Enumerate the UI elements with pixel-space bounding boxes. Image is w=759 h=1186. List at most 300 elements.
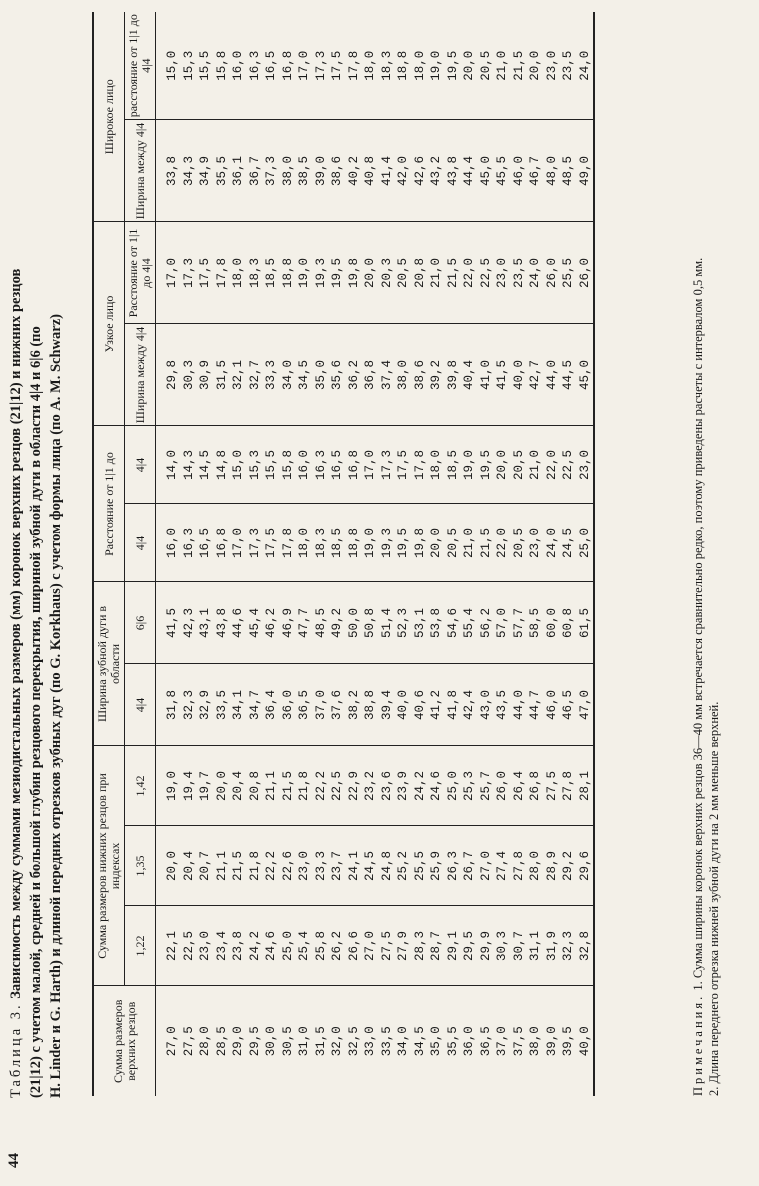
table-cell: 16,0	[231, 50, 245, 81]
header-wide-width: Ширина между 4|4	[125, 120, 156, 222]
table-cell: 21,1	[214, 826, 231, 906]
table-cell: 16,3	[181, 504, 198, 582]
table-row	[560, 12, 577, 1096]
table-cell: 40,0	[577, 986, 595, 1096]
note-2: 2. Длина переднего отрезка нижней зубной дуги на 2 мм меньше верхней.	[707, 701, 721, 1096]
table-cell: 30,5	[280, 986, 297, 1096]
table-cell: 22,9	[346, 746, 363, 826]
table-cell: 18,0	[412, 50, 427, 81]
table-cell: 43,1	[197, 582, 214, 664]
table-row	[197, 12, 214, 1096]
table-cell: 55,4	[461, 582, 478, 664]
notes	[690, 12, 722, 1096]
table-cell: 36,5	[296, 664, 313, 746]
table-cell: 52,3	[395, 582, 412, 664]
header-narrow-distance: Расстояние от 1|1 до 4|4	[125, 222, 156, 324]
table-cell: 22,1	[156, 906, 181, 986]
table-cell: 31,1	[527, 906, 544, 986]
table-cell: 16,3	[247, 50, 262, 81]
table-cell: 28,3	[412, 906, 429, 986]
table-cell: 46,9	[280, 582, 297, 664]
table-cell: 58,5	[527, 582, 544, 664]
table-cell: 17,0	[156, 222, 181, 324]
table-cell: 19,0	[296, 222, 313, 324]
header-distance-group: Расстояние от 1|1 до	[93, 426, 125, 582]
table-cell: 21,5	[230, 826, 247, 906]
table-cell: 16,8	[280, 50, 295, 81]
table-cell: 20,5	[445, 504, 462, 582]
table-cell: 31,5	[214, 324, 231, 426]
table-cell: 24,0	[544, 504, 561, 582]
table-cell: 23,0	[544, 50, 559, 81]
table-cell: 17,5	[263, 504, 280, 582]
table-cell: 25,3	[461, 746, 478, 826]
table-row	[428, 12, 445, 1096]
table-cell: 25,5	[412, 826, 429, 906]
table-cell: 24,2	[412, 746, 429, 826]
table-cell: 34,3	[181, 120, 198, 222]
table-cell: 42,6	[412, 120, 429, 222]
table-cell: 18,8	[280, 222, 297, 324]
table-cell: 29,5	[247, 986, 264, 1096]
table-cell: 22,5	[560, 426, 577, 504]
table-cell: 15,5	[263, 426, 280, 504]
table-cell: 61,5	[577, 582, 595, 664]
table-cell: 19,0	[429, 50, 443, 81]
table-cell: 39,5	[560, 986, 577, 1096]
table-cell: 22,5	[329, 746, 346, 826]
table-cell: 16,8	[346, 426, 363, 504]
table-cell: 39,2	[428, 324, 445, 426]
table-cell: 22,5	[181, 906, 198, 986]
table-cell: 17,0	[230, 504, 247, 582]
table-cell: 40,8	[362, 120, 379, 222]
table-cell: 28,0	[527, 826, 544, 906]
table-cell: 16,8	[214, 504, 231, 582]
table-cell: 20,5	[478, 50, 493, 81]
table-cell: 44,5	[560, 324, 577, 426]
table-cell: 27,5	[544, 746, 561, 826]
table-cell: 29,8	[156, 324, 181, 426]
table-cell: 25,9	[428, 826, 445, 906]
table-cell: 16,3	[313, 426, 330, 504]
table-cell: 31,5	[313, 986, 330, 1096]
title-line-1	[6, 8, 26, 1098]
table-cell: 22,0	[461, 222, 478, 324]
table-cell: 21,5	[280, 746, 297, 826]
table-cell: 36,4	[263, 664, 280, 746]
table-cell: 15,0	[230, 426, 247, 504]
table-cell: 43,8	[214, 582, 231, 664]
table-cell: 26,0	[544, 222, 561, 324]
table-cell: 23,2	[362, 746, 379, 826]
table-cell: 18,5	[329, 504, 346, 582]
note-1: 1. Сумма ширины коронок верхних резцов 36—40 мм встречается сравнительно редко, поэтому приведены расчеты с интервалом 0,5 мм.	[691, 257, 705, 991]
table-cell: 29,9	[478, 906, 495, 986]
table-cell: 18,8	[396, 50, 410, 81]
table-cell: 28,5	[214, 986, 231, 1096]
table-cell: 18,3	[247, 222, 264, 324]
table-cell: 37,6	[329, 664, 346, 746]
header-wide-face: Широкое лицо	[93, 12, 125, 222]
table-cell: 17,0	[297, 50, 311, 81]
table-cell: 29,0	[230, 986, 247, 1096]
table-cell: 31,8	[156, 664, 181, 746]
table-cell: 24,6	[263, 906, 280, 986]
table-cell: 57,0	[494, 582, 511, 664]
table-cell: 29,1	[445, 906, 462, 986]
table-cell: 39,8	[445, 324, 462, 426]
table-cell: 20,8	[247, 746, 264, 826]
table-cell: 36,0	[280, 664, 297, 746]
table-cell: 38,2	[346, 664, 363, 746]
table-cell: 40,0	[395, 664, 412, 746]
table-cell: 43,0	[478, 664, 495, 746]
table-cell: 16,0	[296, 426, 313, 504]
table-cell: 48,0	[544, 120, 561, 222]
table-cell: 44,7	[527, 664, 544, 746]
table-cell: 19,4	[181, 746, 198, 826]
table-cell: 20,3	[379, 222, 396, 324]
table-cell: 21,5	[511, 50, 526, 81]
table-cell: 18,5	[445, 426, 462, 504]
table-cell: 18,0	[230, 222, 247, 324]
table-cell: 43,2	[428, 120, 445, 222]
table-cell: 18,8	[346, 504, 363, 582]
table-cell: 23,0	[527, 504, 544, 582]
table-cell: 39,0	[544, 986, 561, 1096]
table-cell: 25,5	[560, 222, 577, 324]
table-cell: 46,2	[263, 582, 280, 664]
table-cell: 32,9	[197, 664, 214, 746]
table-cell: 25,0	[445, 746, 462, 826]
table-cell: 19,5	[478, 426, 495, 504]
table-cell: 35,5	[445, 986, 462, 1096]
table-cell: 37,4	[379, 324, 396, 426]
table-cell: 45,4	[247, 582, 264, 664]
table-cell: 54,6	[445, 582, 462, 664]
table-cell: 27,8	[511, 826, 528, 906]
table-cell: 23,7	[329, 826, 346, 906]
table-cell: 34,0	[395, 986, 412, 1096]
table-cell: 25,0	[577, 504, 595, 582]
table-cell: 36,1	[230, 120, 247, 222]
table-cell: 26,8	[527, 746, 544, 826]
table-cell: 29,6	[577, 826, 595, 906]
table-cell: 42,7	[527, 324, 544, 426]
table-cell: 49,0	[577, 120, 595, 222]
table-cell: 21,0	[495, 50, 509, 81]
table-cell: 28,1	[577, 746, 595, 826]
table-row	[156, 12, 181, 1096]
table-cell: 43,5	[494, 664, 511, 746]
table-cell: 33,5	[214, 664, 231, 746]
table-cell: 20,0	[156, 826, 181, 906]
table-cell: 47,7	[296, 582, 313, 664]
table-cell: 44,6	[230, 582, 247, 664]
header-width-66: 6|6	[125, 582, 156, 664]
table-cell: 20,0	[214, 746, 231, 826]
table-cell: 46,7	[527, 120, 544, 222]
table-cell: 33,8	[156, 120, 181, 222]
table-cell: 34,5	[412, 986, 429, 1096]
table-cell: 60,8	[560, 582, 577, 664]
table-cell: 18,0	[363, 50, 377, 81]
table-cell: 34,9	[197, 120, 214, 222]
header-lower-sum-group: Сумма размеров нижних резцов при индексах	[93, 746, 125, 986]
table-cell: 25,2	[395, 826, 412, 906]
table-cell: 24,5	[362, 826, 379, 906]
table-cell: 40,0	[511, 324, 528, 426]
table-cell: 39,4	[379, 664, 396, 746]
table-row	[346, 12, 363, 1096]
table-title	[6, 8, 66, 1098]
table-cell: 38,5	[296, 120, 313, 222]
table-cell: 56,2	[478, 582, 495, 664]
table-cell: 35,5	[214, 120, 231, 222]
table-cell: 20,0	[428, 504, 445, 582]
table-cell: 38,6	[329, 120, 346, 222]
table-cell: 17,5	[395, 426, 412, 504]
table-cell: 27,4	[494, 826, 511, 906]
table-cell: 15,5	[198, 50, 212, 81]
table-cell: 37,0	[313, 664, 330, 746]
notes-lead: Примечания.	[691, 993, 705, 1096]
table-row	[478, 12, 495, 1096]
table-cell: 17,8	[280, 504, 297, 582]
table-row	[445, 12, 462, 1096]
table-cell: 19,0	[362, 504, 379, 582]
table-cell: 40,6	[412, 664, 429, 746]
table-cell: 17,3	[379, 426, 396, 504]
table-cell: 25,0	[280, 906, 297, 986]
table-cell: 21,8	[296, 746, 313, 826]
table-cell: 41,8	[445, 664, 462, 746]
table-cell: 20,5	[511, 426, 528, 504]
table-cell: 24,0	[527, 222, 544, 324]
table-cell: 14,3	[181, 426, 198, 504]
table-cell: 45,5	[494, 120, 511, 222]
table-cell: 18,0	[296, 504, 313, 582]
note-1-line	[690, 12, 706, 1096]
table-cell: 36,7	[247, 120, 264, 222]
table-cell: 31,0	[296, 986, 313, 1096]
table-cell: 46,0	[511, 120, 528, 222]
table-cell: 44,0	[544, 324, 561, 426]
table-cell: 37,0	[494, 986, 511, 1096]
table-row	[313, 12, 330, 1096]
table-cell: 31,9	[544, 906, 561, 986]
table-cell: 25,8	[313, 906, 330, 986]
table-cell: 21,0	[428, 222, 445, 324]
table-cell: 60,0	[544, 582, 561, 664]
table-cell: 43,8	[445, 120, 462, 222]
table-cell: 19,8	[346, 222, 363, 324]
table-cell: 23,0	[577, 426, 595, 504]
table-row	[412, 12, 429, 1096]
title-text-1: Зависимость между суммами мезиодистальных размеров (мм) коронок верхних резцов (21|12) и нижних резцов	[8, 268, 24, 999]
table-cell: 32,1	[230, 324, 247, 426]
table-cell: 19,5	[329, 222, 346, 324]
table-cell: 28,0	[197, 986, 214, 1096]
table-cell: 32,5	[346, 986, 363, 1096]
table-row	[214, 12, 231, 1096]
table-cell: 47,0	[577, 664, 595, 746]
title-lead: Таблица 3.	[8, 1002, 24, 1098]
table-cell: 28,9	[544, 826, 561, 906]
table-cell: 17,8	[412, 426, 429, 504]
table-cell: 34,1	[230, 664, 247, 746]
table-cell: 19,3	[379, 504, 396, 582]
table-cell: 38,0	[280, 120, 297, 222]
table-cell: 23,9	[395, 746, 412, 826]
table-cell: 19,0	[461, 426, 478, 504]
table-cell: 27,8	[560, 746, 577, 826]
table-row	[494, 12, 511, 1096]
table-cell: 18,0	[428, 426, 445, 504]
table-cell: 16,5	[329, 426, 346, 504]
table-cell: 27,0	[478, 826, 495, 906]
table-cell: 26,6	[346, 906, 363, 986]
table-row	[329, 12, 346, 1096]
table-cell: 21,1	[263, 746, 280, 826]
table-cell: 23,4	[214, 906, 231, 986]
table-cell: 42,3	[181, 582, 198, 664]
table-cell: 20,5	[511, 504, 528, 582]
table-row	[296, 12, 313, 1096]
table-row	[577, 12, 595, 1096]
table-cell: 32,3	[181, 664, 198, 746]
table-cell: 25,4	[296, 906, 313, 986]
table-cell: 35,6	[329, 324, 346, 426]
table-cell: 41,5	[156, 582, 181, 664]
table-cell: 18,5	[263, 222, 280, 324]
table-cell: 17,3	[247, 504, 264, 582]
table-cell: 15,0	[165, 50, 179, 81]
table-cell: 20,8	[412, 222, 429, 324]
table-cell: 23,0	[494, 222, 511, 324]
table-row	[181, 12, 198, 1096]
page-number: 44	[6, 1153, 22, 1168]
table-cell: 19,0	[156, 746, 181, 826]
table-row	[527, 12, 544, 1096]
table-cell: 23,8	[230, 906, 247, 986]
table-cell: 25,7	[478, 746, 495, 826]
table-cell: 36,0	[461, 986, 478, 1096]
table-cell: 17,5	[330, 50, 344, 81]
table-cell: 34,5	[296, 324, 313, 426]
table-cell: 37,5	[511, 986, 528, 1096]
table-cell: 22,0	[494, 504, 511, 582]
table-cell: 17,3	[181, 222, 198, 324]
table-cell: 17,0	[362, 426, 379, 504]
header-index-122: 1,22	[125, 906, 156, 986]
table-cell: 38,0	[395, 324, 412, 426]
table-cell: 39,0	[313, 120, 330, 222]
table-row	[280, 12, 297, 1096]
table-cell: 18,3	[313, 504, 330, 582]
table-cell: 24,8	[379, 826, 396, 906]
table-cell: 46,0	[544, 664, 561, 746]
table-row	[263, 12, 280, 1096]
table-cell: 27,5	[379, 906, 396, 986]
table-cell: 23,0	[197, 906, 214, 986]
table-cell: 26,2	[329, 906, 346, 986]
table-cell: 27,0	[362, 906, 379, 986]
table-cell: 50,8	[362, 582, 379, 664]
table-cell: 19,5	[445, 50, 460, 81]
table-cell: 15,3	[181, 50, 196, 81]
table-cell: 30,7	[511, 906, 528, 986]
table-cell: 21,5	[445, 222, 462, 324]
table-cell: 51,4	[379, 582, 396, 664]
table-cell: 38,8	[362, 664, 379, 746]
table-cell: 15,3	[247, 426, 264, 504]
table-row	[247, 12, 264, 1096]
table-cell: 26,0	[577, 222, 595, 324]
table-cell: 21,0	[527, 426, 544, 504]
table-cell: 23,5	[511, 222, 528, 324]
table-cell: 17,8	[346, 50, 361, 81]
table-cell: 36,2	[346, 324, 363, 426]
table-cell: 45,0	[577, 324, 595, 426]
table-cell: 23,6	[379, 746, 396, 826]
table-row	[362, 12, 379, 1096]
title-line-2: (21|12) с учетом малой, средней и большой глубин резцового перекрытия, шириной зубной дуги в области 4|4 и 6|6 (по	[28, 326, 44, 1098]
table-cell: 24,1	[346, 826, 363, 906]
table-cell: 16,5	[264, 50, 278, 81]
table-cell: 19,7	[197, 746, 214, 826]
table-row	[511, 12, 528, 1096]
header-narrow-face: Узкое лицо	[93, 222, 125, 426]
table-row	[544, 12, 561, 1096]
table-cell: 50,0	[346, 582, 363, 664]
table-cell: 44,0	[511, 664, 528, 746]
table-cell: 40,2	[346, 120, 363, 222]
table-cell: 26,4	[511, 746, 528, 826]
header-arch-width-group: Ширина зубной дуги в области	[93, 582, 125, 746]
table-cell: 40,4	[461, 324, 478, 426]
header-index-135: 1,35	[125, 826, 156, 906]
table-body	[156, 12, 595, 1096]
table-cell: 57,7	[511, 582, 528, 664]
table-cell: 29,5	[461, 906, 478, 986]
header-distance-upper-44: 4|4	[125, 504, 156, 582]
table-cell: 48,5	[560, 120, 577, 222]
table-cell: 49,2	[329, 582, 346, 664]
table-cell: 16,5	[197, 504, 214, 582]
table-cell: 27,5	[181, 986, 198, 1096]
table-cell: 34,7	[247, 664, 264, 746]
table-cell: 32,7	[247, 324, 264, 426]
table-cell: 34,0	[280, 324, 297, 426]
table-cell: 23,3	[313, 826, 330, 906]
table-row	[461, 12, 478, 1096]
table-cell: 24,2	[247, 906, 264, 986]
table-cell: 30,3	[494, 906, 511, 986]
table-cell: 14,5	[197, 426, 214, 504]
table-cell: 26,3	[445, 826, 462, 906]
table-cell: 18,3	[379, 50, 394, 81]
table-cell: 23,0	[296, 826, 313, 906]
table-cell: 15,8	[214, 50, 229, 81]
table-cell: 32,0	[329, 986, 346, 1096]
table-cell: 30,3	[181, 324, 198, 426]
table-cell: 17,3	[313, 50, 328, 81]
table-cell: 44,4	[461, 120, 478, 222]
table-cell: 16,0	[156, 504, 181, 582]
table-cell: 24,0	[577, 12, 595, 120]
